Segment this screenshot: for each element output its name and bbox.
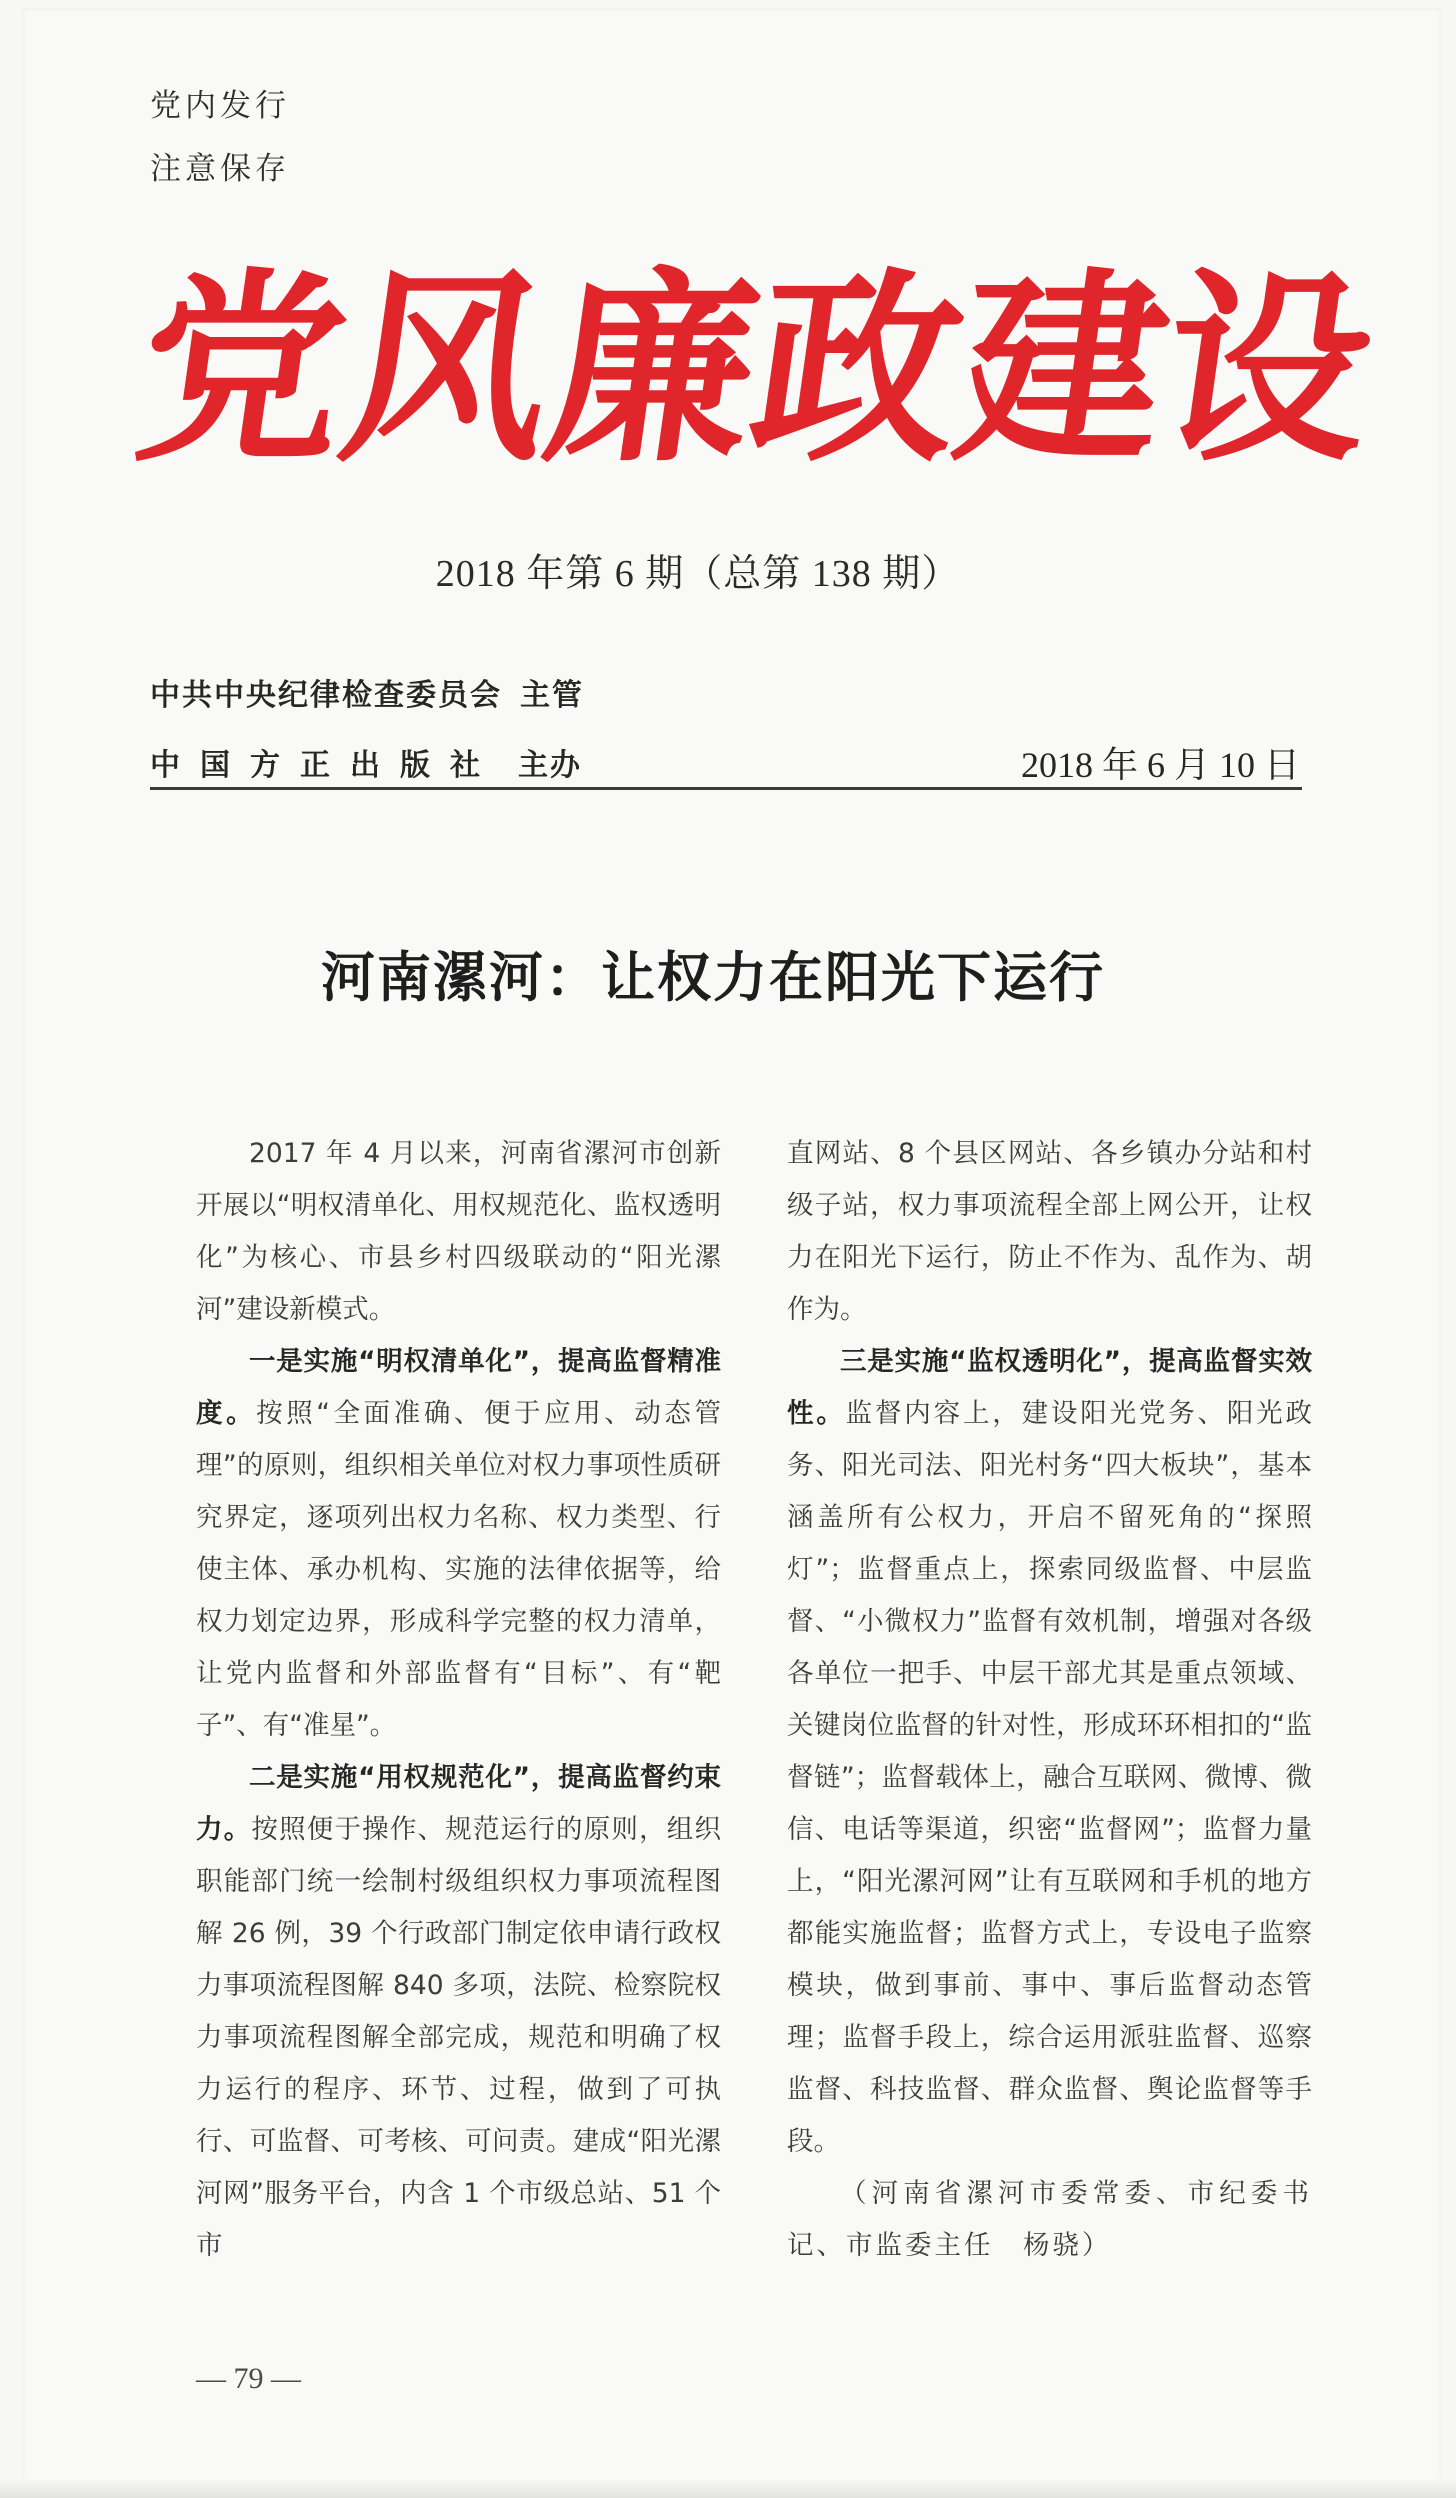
point-1-lead: 一是实施“明权清单化”，提高监督精准度。 [196,1346,721,1429]
masthead-char: 政 [738,249,977,490]
article-column-right [787,1128,1312,2272]
publication-date: 2018 年 6 月 10 日 [1020,745,1300,785]
masthead-char: 党 [123,249,362,490]
publisher-role: 主办 [518,748,582,783]
sponsor-line [150,670,584,714]
point-3-paragraph [787,1336,1312,2168]
article-title: 河南漯河：让权力在阳光下运行 [321,945,1105,1009]
publisher-line [150,740,582,784]
scan-bottom-shadow [0,2480,1456,2498]
masthead-char: 建 [943,249,1182,490]
point-2-continued: 直网站、8 个县区网站、各乡镇办分站和村级子站，权力事项流程全部上网公开，让权力在阳光下运行，防止不作为、乱作为、胡作为。 [787,1138,1312,1325]
point-1-paragraph [196,1336,721,1752]
masthead-logo [123,235,1387,505]
point-2-lead: 二是实施“用权规范化”，提高监督约束力。 [196,1762,721,1845]
point-3-body: 监督内容上，建设阳光党务、阳光政务、阳光司法、阳光村务“四大板块”，基本涵盖所有公权力，开启不留死角的“探照灯”；监督重点上，探索同级监督、中层监督、“小微权力”监督有效机制，增强对各级各单位一把手、中层干部尤其是重点领域、关键岗位监督的针对性，形成环环相扣的“监督链”；监督载体上，融合互联网、微博、微信、电话等渠道，织密“监督网”；监督力量上，“阳光漯河网”让有互联网和手机的地方都能实施监督；监督方式上，专设电子监察模块，做到事前、事中、事后监督动态管理；监督手段上，综合运用派驻监督、巡察监督、科技监督、群众监督、舆论监督等手段。 [787,1398,1313,2157]
issue-number: 2018 年第 6 期（总第 138 期） [435,553,961,595]
masthead-char: 设 [1148,249,1387,490]
point-3-lead: 三是实施“监权透明化”，提高监督实效性。 [787,1346,1312,1429]
preservation-notice: 注意保存 [150,151,290,187]
article-column-left [196,1128,721,2272]
masthead-char: 廉 [533,249,772,490]
distribution-notice: 党内发行 [150,88,290,124]
masthead-char: 风 [328,249,567,490]
header-divider [150,787,1302,790]
sponsor-org: 中共中央纪律检查委员会 [150,678,502,713]
point-1-body: 按照“全面准确、便于应用、动态管理”的原则，组织相关单位对权力事项性质研究界定，逐项列出权力名称、权力类型、行使主体、承办机构、实施的法律依据等，给权力划定边界，形成科学完整的权力清单，让党内监督和外部监督有“目标”、有“靶子”、有“准星”。 [196,1398,722,1741]
publisher-org: 中国方正出版社 [150,748,500,783]
author-byline: （河南省漯河市委常委、市纪委书记、市监委主任 杨骁） [787,2178,1312,2261]
page-number: — 79 — [196,2362,301,2395]
point-2-body: 按照便于操作、规范运行的原则，组织职能部门统一绘制村级组织权力事项流程图解 26 例，39 个行政部门制定依申请行政权力事项流程图解 840 多项，法院、检察院权力事项流程图解全部完成，规范和明确了权力运行的程序、环节、过程，做到了可执行、可监督、可考核、可问责。建成“阳光漯河网”服务平台，内含 1 个市级总站、51 个市 [196,1814,722,2261]
intro-paragraph: 2017 年 4 月以来，河南省漯河市创新开展以“明权清单化、用权规范化、监权透明化”为核心、市县乡村四级联动的“阳光漯河”建设新模式。 [196,1138,721,1325]
point-2-paragraph [196,1752,721,2272]
sponsor-role: 主管 [520,678,584,713]
